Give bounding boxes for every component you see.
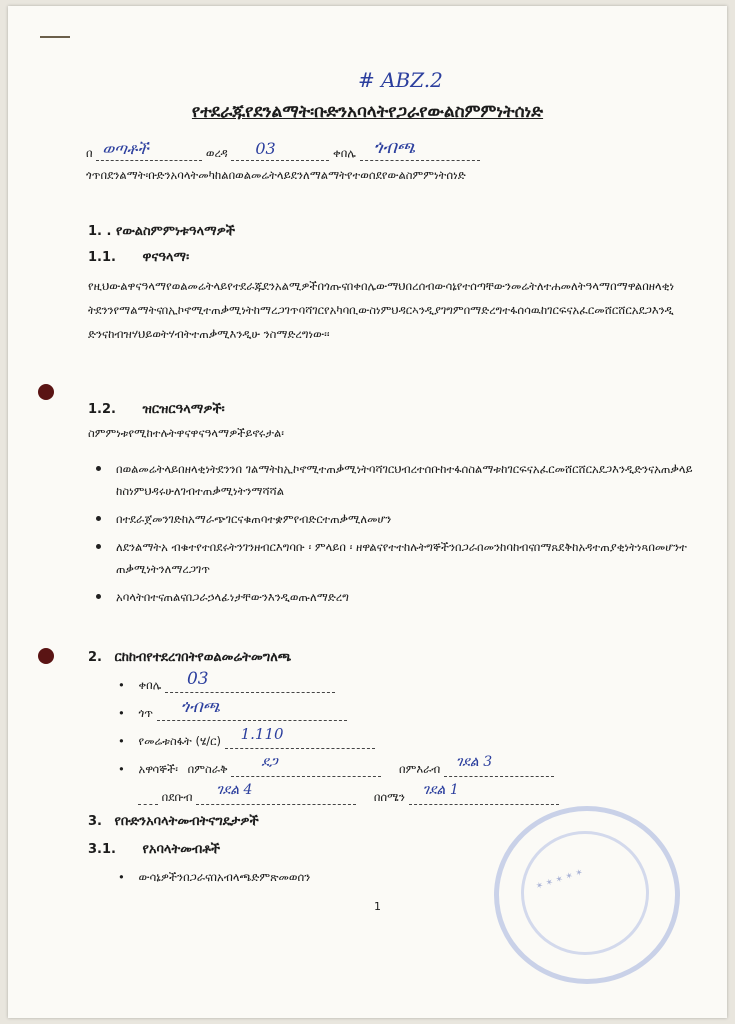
section-2-heading	[88, 650, 291, 665]
woreda-value: 03	[255, 139, 276, 158]
field-area-row: • የመሬቱስፋት (ሄ/ር) 1.110	[118, 734, 375, 749]
punch-hole-bottom	[38, 648, 54, 664]
margin-mark	[40, 36, 70, 38]
document-page	[8, 6, 727, 1018]
stamp-inner-ring	[521, 831, 649, 955]
kebele-value: ጎብጫ	[373, 137, 416, 158]
section-1-title: የውልስምምነቱዓላማዎች	[115, 224, 236, 239]
kebele-field	[360, 137, 480, 161]
section-1-2-intro: ስምምነቱየሚከተሉትዋናዋናዓላማዎችይኖሩታል፡	[88, 426, 284, 440]
borders-row-2	[138, 782, 559, 805]
rights-item: • ውሳኔዎችንበጋራናበአብላጫድምጽመወሰን	[118, 870, 311, 884]
objective-item: በወልመሬትላይበዘላቂነትደንንበ ገልማትከኢኮኖሚተጠቃሚነትባሻገርህብረተሰቡከተፋሰስልማቱከገርፍናአፈርመሸርሸርአደጋእንዲድንናአጠቃላይከስነምህዳሩሁለገብተጠቃሚነትንማሻሻል	[94, 458, 694, 502]
intro-woreda-label: ወረዳ	[205, 146, 228, 160]
section-1-1-heading	[88, 250, 189, 265]
rights-item-text: ውሳኔዎችንበጋራናበአብላጫድምጽመወሰን	[138, 870, 311, 884]
border-label: በደቡብ	[161, 790, 193, 804]
border-value: ደጋ	[261, 754, 278, 770]
section-1-1-body: የዚህውልዋናዓላማየወልመሬትላይየተደራጁደንአልሚዎችበጎጡናበቀበሌውማህበረሰብውሳኔየተሰጣቸውንመሬትለተሐመለትዓላማበማዋልበዘላቂነትደንንየማልማትናበኢኮኖሚተጠቃሚነትከማረጋገጥባሻገርየአካባቢውስነምህዳርኣንዲያገግምበማድረግተፋሰሳዉከገርፍናአፈርመሸርሸርአደጋእንዲድንናከብዝሃህይወትሃብትተጠቃሚእንዲሁ ንስማድረግነው፡፡	[88, 279, 675, 341]
section-3-1-number: 3.1.	[88, 842, 116, 857]
intro-line-1	[86, 137, 480, 161]
section-1-2-number: 1.2.	[88, 402, 116, 417]
border-line	[196, 782, 356, 805]
border-label: በምእራብ	[399, 762, 441, 776]
section-1-number: 1. .	[88, 224, 112, 239]
intro-prefix: በ	[86, 146, 93, 160]
field-value: ጎብጫ	[180, 697, 221, 717]
border-line	[409, 782, 559, 805]
intro-kebele-label: ቀበሌ	[333, 146, 356, 160]
section-1-1-number: 1.1.	[88, 250, 116, 265]
field-label: ቀበሌ	[138, 678, 162, 692]
border-line	[444, 754, 554, 777]
woreda-field	[231, 139, 329, 161]
field-got-row: • ጎጥ ጎብጫ	[118, 706, 347, 721]
objective-item: በተደራጀመንገድከአማራጭገርናቁጠባተቋምየብድርተጠቃሚለመሆን	[94, 508, 694, 530]
section-1-1-title: ዋናዓላማ፡	[142, 250, 190, 265]
field-line	[165, 669, 335, 693]
field-label: የመሬቱስፋት (ሄ/ር)	[138, 734, 221, 748]
field-label: ጎጥ	[138, 706, 153, 720]
section-1-2-heading	[88, 402, 225, 417]
border-value: ገደል 3	[455, 754, 493, 770]
punch-hole-top	[38, 384, 54, 400]
section-1-2-title: ዝርዝርዓላማዎች፡	[142, 402, 225, 417]
section-3-heading	[88, 814, 259, 829]
borders-row-1: • አዋሳኞች፡ በምስራቅ ደጋ በምእራብ ገደል 3	[118, 762, 554, 777]
objective-item: አባላትበተናጠልናበጋራኃላፊነታቸውንእንዲወጡለማድረግ	[94, 586, 694, 608]
field-value: 1.110	[240, 725, 284, 743]
stamp-mark: ✶ ✶ ✶ ✶ ✶	[534, 867, 585, 893]
border-value: ገደል 1	[422, 782, 459, 798]
group-name-field	[96, 139, 202, 161]
field-kebele-row: • ቀበሌ 03	[118, 678, 335, 693]
border-value: ገደል 4	[216, 782, 253, 798]
section-1-heading	[88, 224, 235, 239]
field-line	[225, 725, 375, 749]
group-name-value: ወጣቶች	[102, 139, 149, 158]
field-value: 03	[186, 669, 209, 689]
objective-item: ለደንልማትአ ብቁተየተበደሩትንገንዘብርእግባቡ ፡ ምላይበ ፡ ዘዋልናየተተከሉትግኞችንበጋራበመንከባከብናበማጸደቅከአዳተጠያቂነትነጻበመሆንተጠቃሚነትንለማረጋገጥ	[94, 536, 694, 580]
document-title: የተደራጁየደንልማት፡ቡድንአባላትየጋራየውልስምምነትሰነድ	[191, 102, 544, 122]
official-stamp	[494, 806, 680, 984]
section-3-title: የቡድንአባላትመብትናግዴታዎች	[114, 814, 259, 829]
border-label: በሰሜን	[373, 790, 405, 804]
border-label: በምስራቅ	[187, 762, 228, 776]
page-number: 1	[374, 900, 381, 913]
intro-line-2: ጎጥበደንልማት፡ቡድንአባላትመካከልበወልመሬትላይደንለማልማትየተወሰደየውልስምምነትሰነድ	[86, 168, 466, 182]
section-2-number: 2.	[88, 650, 102, 665]
section-3-1-title: የአባላትመብቶች	[142, 842, 221, 857]
borders-label: አዋሳኞች፡	[138, 762, 178, 776]
section-3-number: 3.	[88, 814, 102, 829]
section-3-1-heading	[88, 842, 220, 857]
header-handwritten-note: # ABZ.2	[358, 68, 443, 92]
objectives-list	[94, 458, 694, 614]
section-2-title: ርከከብየተደረገበትየወልመሬትመግለጫ	[114, 650, 292, 665]
border-line	[231, 754, 381, 777]
